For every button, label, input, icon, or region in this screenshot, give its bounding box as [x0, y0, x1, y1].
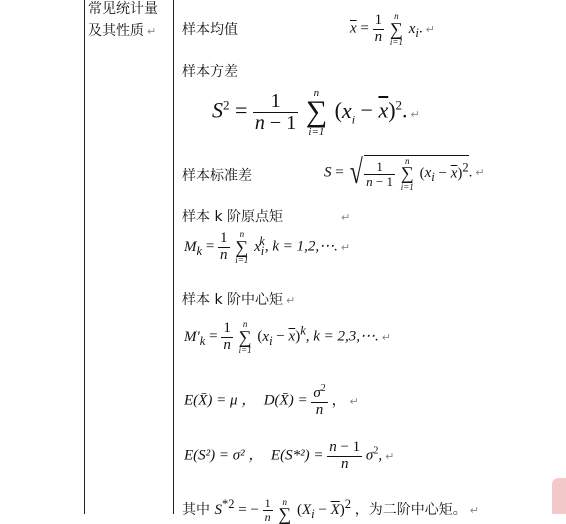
variance-properties-formula: E(S²) = σ² ， E(S*²) = $\frac{n - 1}{n}$ $\sigma^2$, ↵: [184, 439, 395, 472]
decorative-corner: [552, 478, 566, 514]
category-title-line1: 常见统计量: [88, 1, 158, 17]
sample-mean-formula: $\overline{x}$ = $\frac{1}{n}$ n ∑ i=1 $x_i$. ↵: [350, 11, 435, 47]
sample-variance-label: 样本方差: [182, 64, 238, 80]
table-border-middle: [173, 0, 174, 514]
category-title-line2: 及其性质 ↵: [88, 23, 157, 39]
sample-std-formula: S = √ $\frac{1}{n - 1}$ n ∑ i=1 $(x_i - \overline{x})^2$. ↵: [324, 154, 485, 192]
mean-properties-formula: E(X̄) = μ ， D(X̄) = $\frac{\sigma^2}{n}$ ， ↵: [184, 383, 359, 418]
raw-moment-formula: $M_k$ = $\frac{1}{n}$ n ∑ i=1 $x_i^k$, k = 1,2,⋯. ↵: [184, 229, 351, 265]
central-moment-formula: $M'_k$ = $\frac{1}{n}$ n ∑ i=1 $(x_i - \overline{x})^k$, k = 2,3,⋯. ↵: [184, 319, 391, 355]
raw-moment-label: 样本 k 阶原点矩 ↵: [182, 209, 351, 225]
central-moment-label: 样本 k 阶中心矩 ↵: [182, 292, 296, 308]
sample-mean-label: 样本均值: [182, 22, 238, 38]
footer-note: 其中 $S^{*2}$ = − $\frac{1}{n}$ n ∑ $(X_i - \overline{X})^2$ ，为二阶中心矩。 ↵: [182, 496, 479, 524]
table-border-left: [84, 0, 85, 514]
sample-std-label: 样本标准差: [182, 168, 252, 184]
sample-variance-formula: $S^2$ = $\frac{1}{n - 1}$ n ∑ i=1 $(x_i - \overline{x})^2$. ↵: [212, 87, 420, 138]
